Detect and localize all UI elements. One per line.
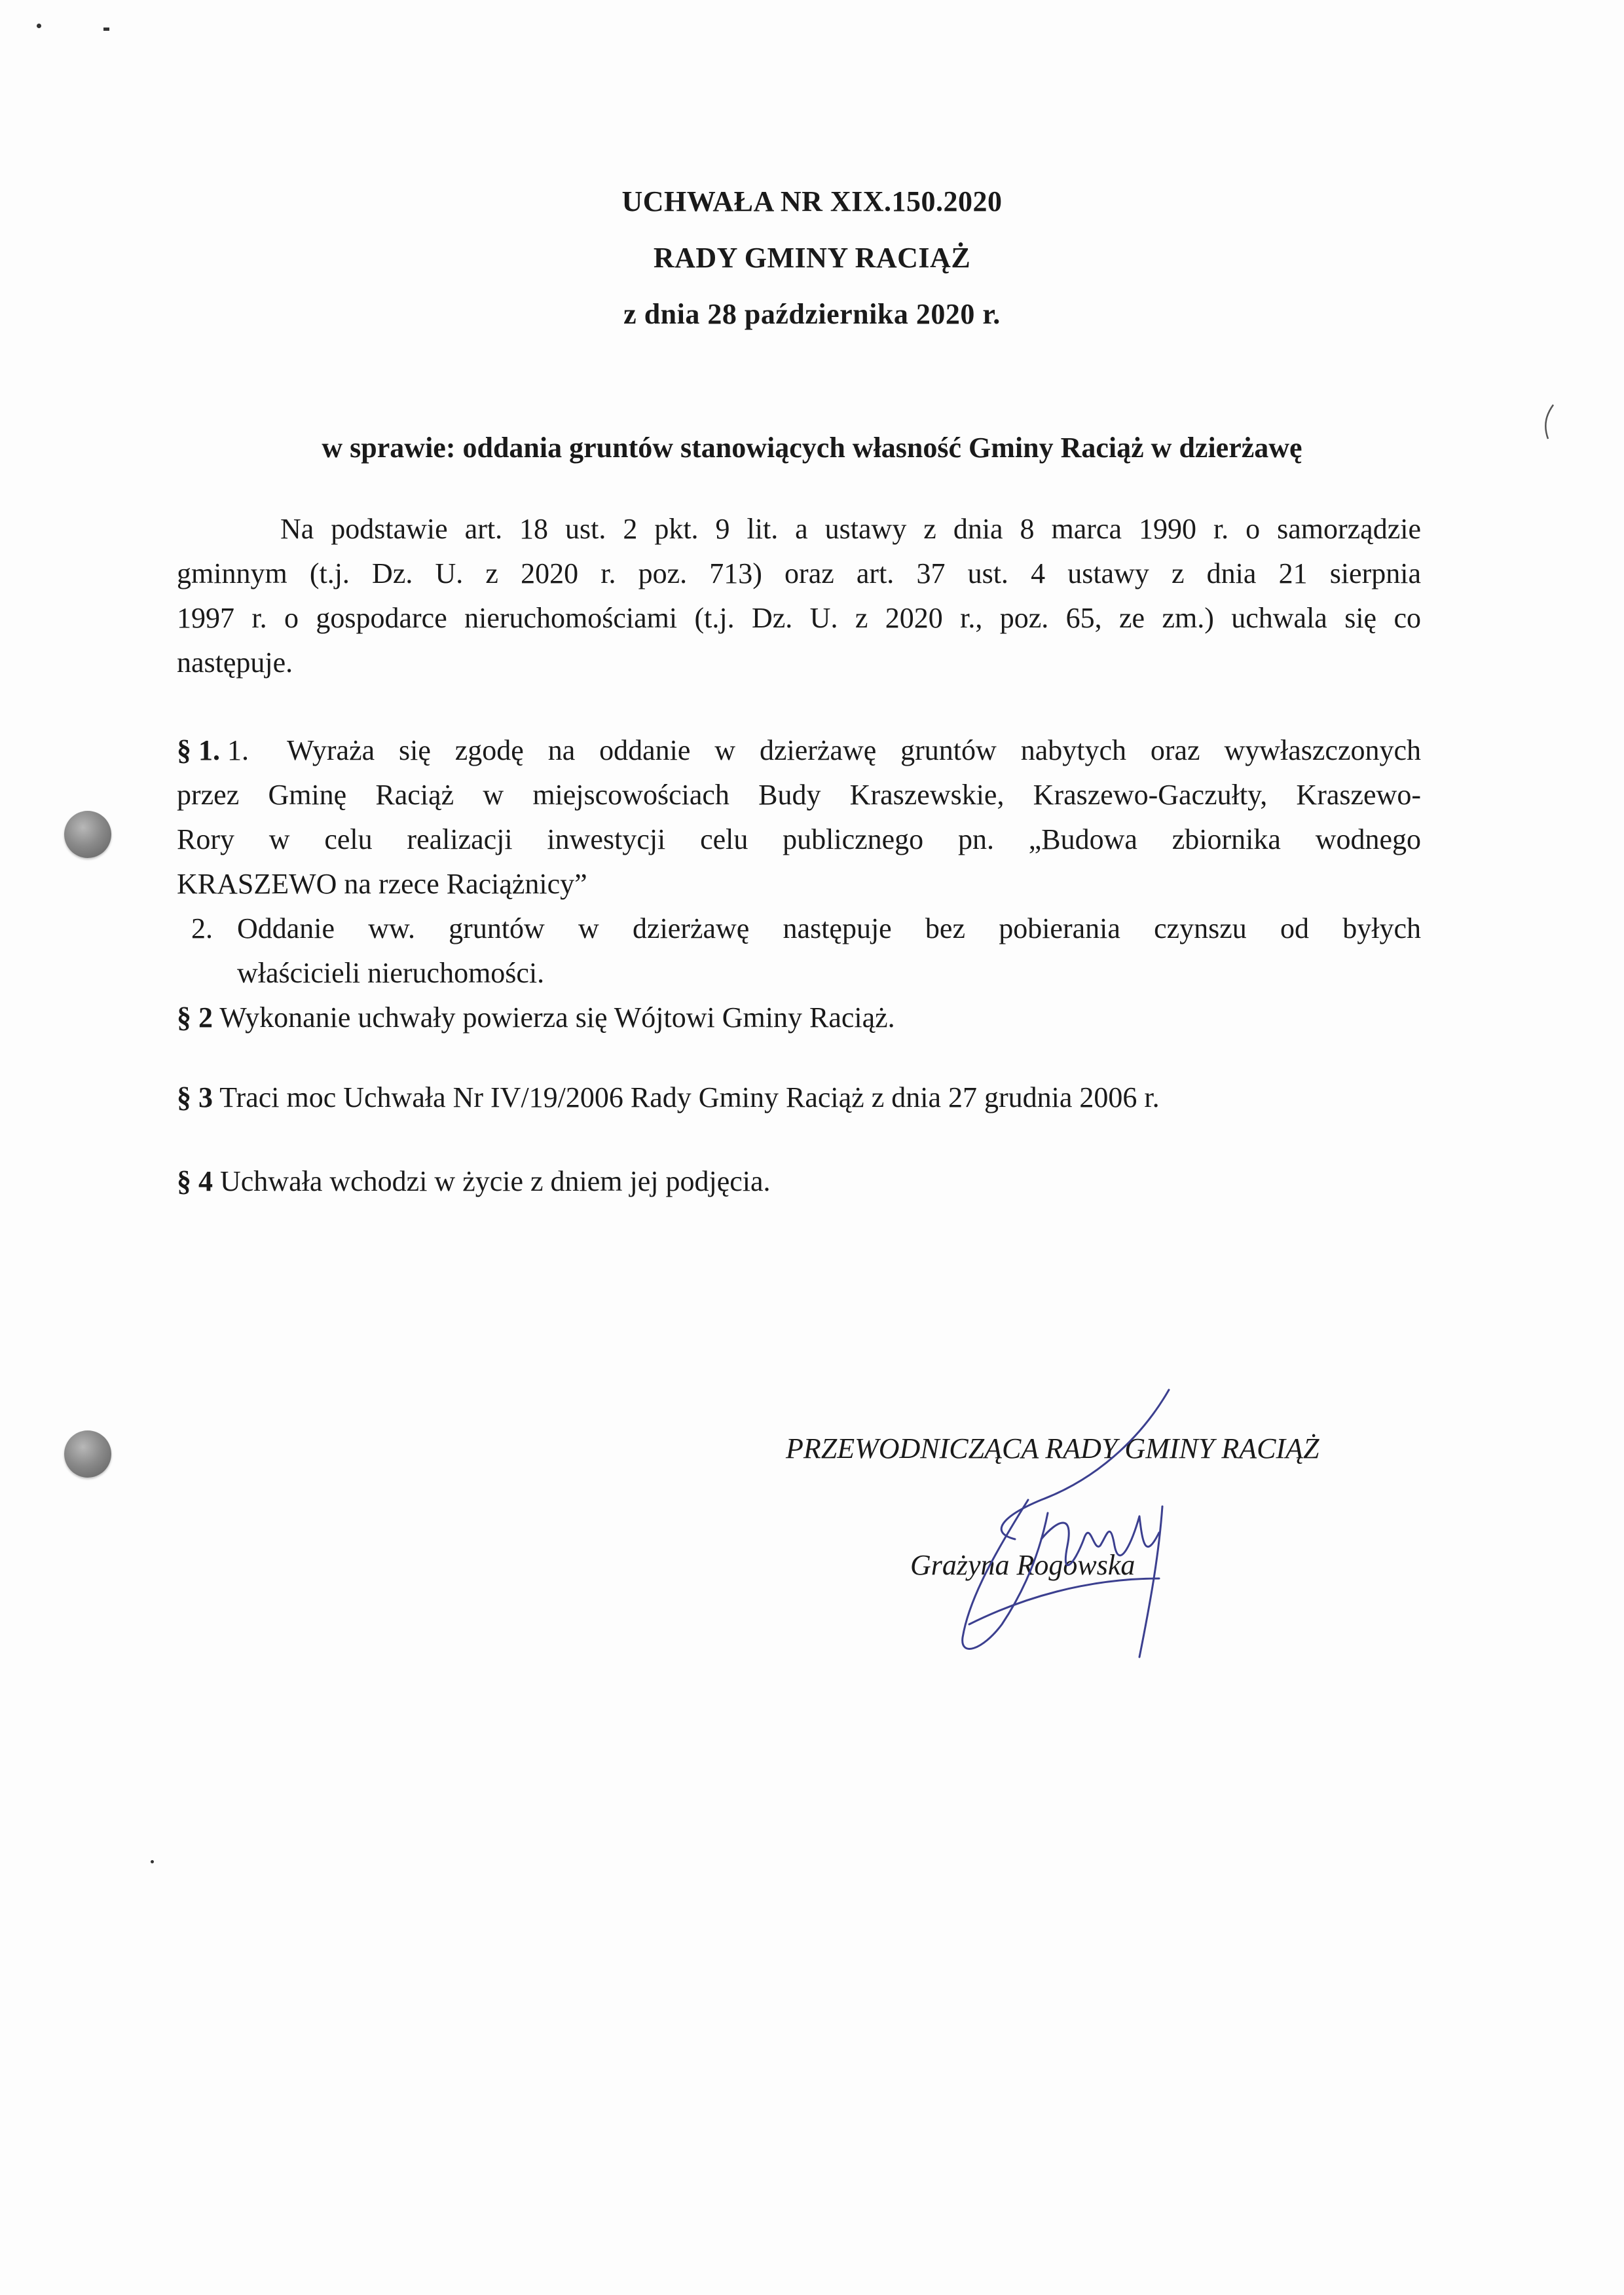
scan-speck-3 xyxy=(151,1860,154,1863)
section-1-item-2-line: właścicieli nieruchomości. xyxy=(237,957,545,989)
preamble-line: gminnym (t.j. Dz. U. z 2020 r. poz. 713) oraz art. 37 ust. 4 ustawy z dnia 21 sierpnia xyxy=(177,557,1421,589)
preamble-line: 1997 r. o gospodarce nieruchomościami (t.j. Dz. U. z 2020 r., poz. 65, ze zm.) uchwala się co xyxy=(177,602,1421,634)
section-1-item-2-line: Oddanie ww. gruntów w dzierżawę następuje bez pobierania czynszu od byłych xyxy=(237,912,1421,944)
section-1-item-1-number: 1. xyxy=(227,734,249,766)
section-4-paragraph xyxy=(177,1159,771,1204)
section-2-paragraph xyxy=(177,996,895,1040)
section-3-mark: § 3 xyxy=(177,1081,213,1113)
signatory-title: PRZEWODNICZĄCA RADY GMINY RACIĄŻ xyxy=(786,1432,1320,1465)
punch-hole-bottom xyxy=(64,1430,111,1478)
scan-speck-2 xyxy=(103,28,109,31)
section-4-text: Uchwała wchodzi w życie z dniem jej podjęcia. xyxy=(220,1165,771,1197)
section-2-text: Wykonanie uchwały powierza się Wójtowi Gminy Raciąż. xyxy=(219,1001,895,1034)
section-2-mark: § 2 xyxy=(177,1001,213,1034)
section-1-item-2-number: 2. xyxy=(191,912,213,944)
handwritten-signature xyxy=(943,1382,1218,1670)
section-1-item-1-line: Rory w celu realizacji inwestycji celu publicznego pn. „Budowa zbiornika wodnego xyxy=(177,823,1421,855)
signatory-name: Grażyna Rogowska xyxy=(910,1549,1135,1581)
resolution-date: z dnia 28 października 2020 r. xyxy=(623,298,1001,330)
preamble-line: następuje. xyxy=(177,646,293,679)
punch-hole-top xyxy=(64,811,111,858)
section-4-mark: § 4 xyxy=(177,1165,213,1197)
resolution-subject: w sprawie: oddania gruntów stanowiących własność Gminy Raciąż w dzierżawę xyxy=(322,432,1302,464)
section-1-mark: § 1. xyxy=(177,734,220,766)
section-1-item-1-line: przez Gminę Raciąż w miejscowościach Budy Kraszewskie, Kraszewo-Gaczułty, Kraszewo- xyxy=(177,779,1421,811)
section-3-text: Traci moc Uchwała Nr IV/19/2006 Rady Gminy Raciąż z dnia 27 grudnia 2006 r. xyxy=(219,1081,1160,1113)
section-3-paragraph xyxy=(177,1075,1160,1120)
preamble-line: Na podstawie art. 18 ust. 2 pkt. 9 lit. a ustawy z dnia 8 marca 1990 r. o samorządzie xyxy=(280,513,1421,545)
section-1-item-1-line: KRASZEWO na rzece Raciążnicy” xyxy=(177,868,587,900)
council-name: RADY GMINY RACIĄŻ xyxy=(653,242,971,274)
scan-speck-1 xyxy=(37,24,41,28)
section-1-item-1-line: Wyraża się zgodę na oddanie w dzierżawę gruntów nabytych oraz wywłaszczonych xyxy=(287,734,1421,766)
resolution-number: UCHWAŁA NR XIX.150.2020 xyxy=(621,185,1003,217)
